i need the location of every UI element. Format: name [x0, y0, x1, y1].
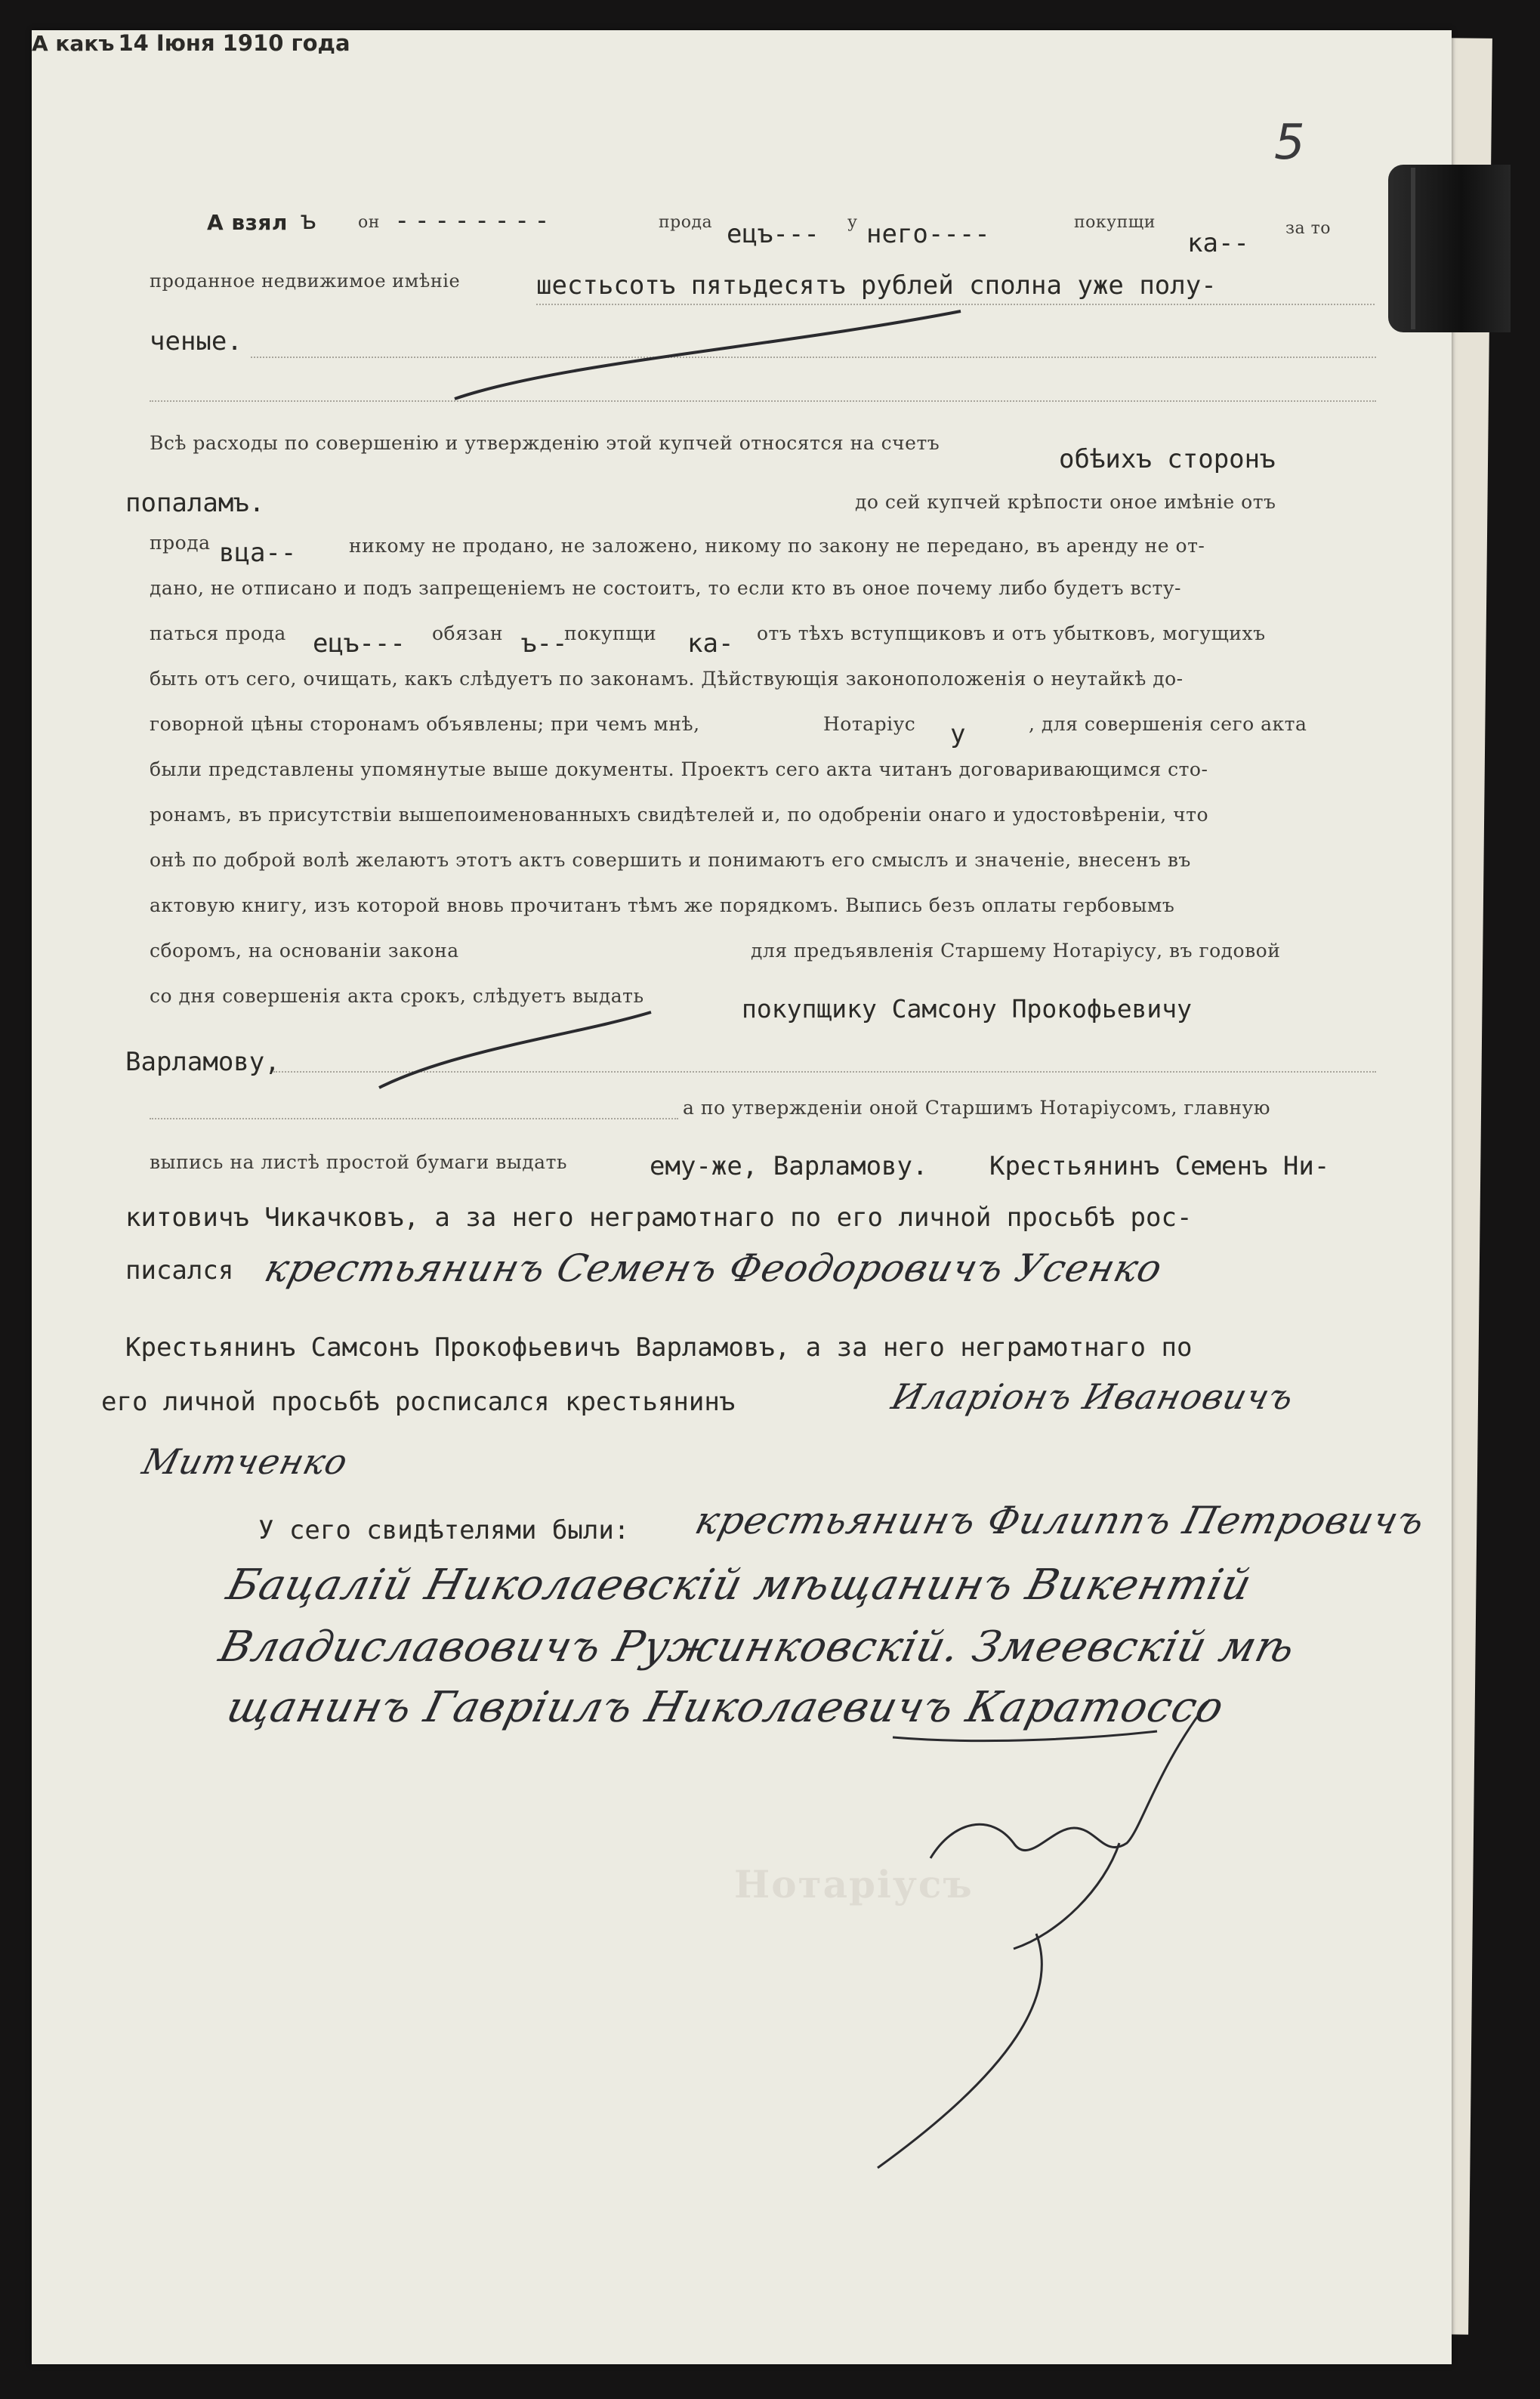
handwritten-signature: крестьянинъ Семенъ Феодоровичъ Усенко [260, 1246, 1168, 1290]
printed-text: паться прода [150, 622, 286, 644]
printed-text: покупщи [564, 622, 657, 644]
printed-text: А какъ [32, 31, 115, 56]
handwritten-signature: Иларіонъ Ивановичъ [887, 1376, 1298, 1417]
printed-text: проданное недвижимое имѣніе [150, 270, 461, 292]
printed-text: Всѣ расходы по совершенію и утвержденію этой купчей относятся на счетъ [150, 432, 940, 454]
typed-text: китовичъ Чикачковъ, а за него неграмотнаго по его личной просьбѣ рос- [125, 1203, 1193, 1233]
handwritten-signature: Бацалій Николаевскій мѣщанинъ Викентій [221, 1561, 1257, 1610]
typed-text: ченые. [150, 326, 242, 357]
handwritten-signature: крестьянинъ Филиппъ Петровичъ [690, 1499, 1430, 1542]
typed-text: ъ [301, 205, 316, 236]
printed-text: сборомъ, на основаніи закона [150, 940, 459, 962]
typed-text: ка-- [1187, 228, 1249, 258]
typed-text: обѣихъ сторонъ [1059, 444, 1276, 474]
typed-text: ка- [687, 628, 734, 659]
printed-text: обязан [432, 622, 504, 644]
typed-text: Варламову, [125, 1047, 280, 1077]
typed-text: -------- [394, 205, 554, 236]
printed-text: актовую книгу, изъ которой вновь прочитанъ тѣмъ же порядкомъ. Выпись безъ оплаты гербовымъ [150, 894, 1175, 916]
printed-text: он [358, 213, 380, 232]
printed-text: ронамъ, въ присутствіи вышепоименованныхъ свидѣтелей и, по одобреніи онаго и удостовѣреніи, что [150, 804, 1209, 826]
printed-text: А взял [207, 210, 288, 235]
binder-clip [1388, 165, 1511, 332]
printed-text: были представлены упомянутые выше документы. Проектъ сего акта читанъ договаривающимся сто- [150, 758, 1208, 780]
typed-text: него---- [866, 219, 990, 249]
printed-text: никому не продано, не заложено, никому по закону не передано, въ аренду не от- [349, 535, 1205, 557]
printed-text: быть отъ сего, очищать, какъ слѣдуетъ по законамъ. Дѣйствующія законоположенія о неутайкѣ до- [150, 668, 1184, 690]
typed-text: У сего свидѣтелями были: [258, 1515, 630, 1545]
printed-text: , для совершенія сего акта [1029, 713, 1307, 735]
printed-text: прода [659, 213, 713, 232]
typed-text: шестьсотъ пятьдесятъ рублей сполна уже полу- [536, 270, 1217, 301]
typed-text: Крестьянинъ Семенъ Ни- [989, 1151, 1330, 1181]
printed-text: говорной цѣны сторонамъ объявлены; при чемъ мнѣ, [150, 713, 700, 735]
printed-text: выпись на листѣ простой бумаги выдать [150, 1151, 568, 1173]
typed-text: ецъ--- [313, 628, 406, 659]
typed-text: писался [125, 1255, 234, 1286]
typed-text: вца-- [219, 538, 297, 568]
printed-text: покупщи [1074, 213, 1156, 232]
handwritten-signature: Владиславовичъ Ружинковскій. Змеевскій мѣ [214, 1622, 1301, 1672]
typed-text: попаламъ. [125, 488, 265, 518]
page-number: 5 [1274, 115, 1305, 171]
printed-text: онѣ по доброй волѣ желаютъ этотъ актъ совершить и понимаютъ его смыслъ и значеніе, внесенъ въ [150, 849, 1191, 871]
handwritten-signature: щанинъ Гавріилъ Николаевичъ Каратоссо [221, 1683, 1230, 1732]
notary-stamp: Нотаріусъ [734, 1862, 974, 1907]
printed-text: у [847, 213, 858, 232]
printed-text: для предъявленія Старшему Нотаріусу, въ годовой [751, 940, 1281, 962]
printed-text: со дня совершенія акта срокъ, слѣдуетъ выдать [150, 985, 644, 1007]
printed-text: прода [150, 532, 211, 554]
printed-text: Нотаріус [823, 713, 916, 735]
binder-clip-stitch [1411, 168, 1415, 329]
handwritten-signature: Митченко [138, 1441, 353, 1482]
printed-text: дано, не отписано и подъ запрещеніемъ не состоитъ, то если кто въ оное почему либо будетъ всту- [150, 577, 1182, 599]
typed-text: ъ-- [521, 628, 568, 659]
printed-text: а по утвержденіи оной Старшимъ Нотаріусомъ, главную [683, 1097, 1271, 1119]
ink-strokes [32, 30, 1452, 2364]
typed-text: ему-же, Варламову. [650, 1151, 928, 1181]
printed-text: до сей купчей крѣпости оное имѣніе отъ [855, 491, 1276, 513]
document-page [32, 30, 1452, 2364]
typed-text: у [950, 719, 966, 749]
printed-text: за то [1285, 219, 1332, 238]
printed-date: 14 Іюня 1910 года [118, 30, 350, 56]
printed-text: отъ тѣхъ вступщиковъ и отъ убытковъ, могущихъ [757, 622, 1266, 644]
typed-text: ецъ--- [727, 219, 819, 249]
typed-text: покупщику Самсону Прокофьевичу [742, 994, 1193, 1024]
typed-text: Крестьянинъ Самсонъ Прокофьевичъ Варламовъ, а за него неграмотнаго по [125, 1332, 1193, 1363]
typed-text: его личной просьбѣ росписался крестьянинъ [101, 1387, 736, 1417]
